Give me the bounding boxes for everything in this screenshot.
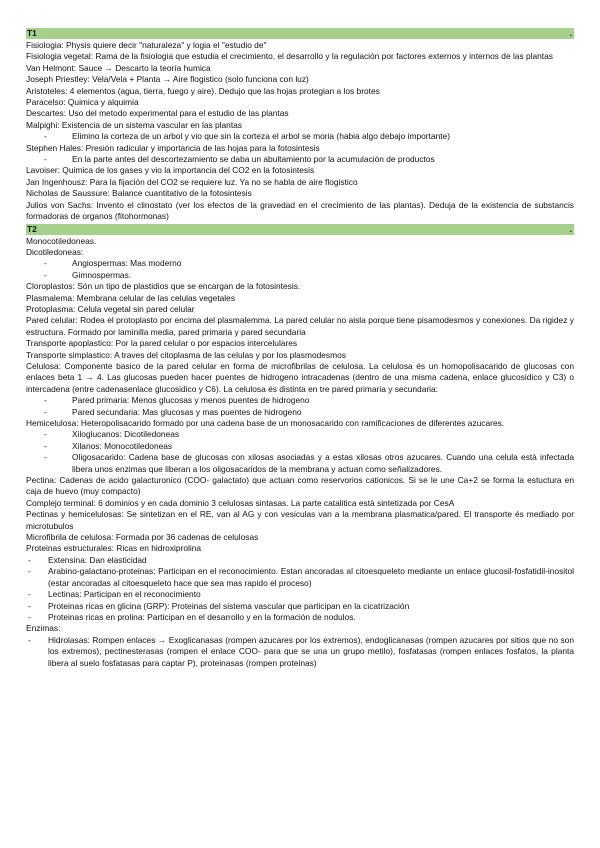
section-heading-t1 xyxy=(26,28,574,39)
section-heading-t2 xyxy=(26,224,574,235)
paragraph: Pectina: Cadenas de acido galacturonico (COO- galactato) que actuan como reservorios cationicos. Si se le une Ca+2 se forma la estuctura en caja de huevo (muy compacto) xyxy=(26,475,574,497)
bullet-item xyxy=(26,395,574,406)
paragraph: Monocotiledoneas. xyxy=(26,235,97,246)
bullet-item xyxy=(26,429,574,440)
bullet-text: Arabino-galactano-proteinas: Participan en el reconocimiento. Estan ancoradas al citoesqueleto mediante un enlace glucosil-fosfatidil-inositol (estar ancoradas al citoesqueleto hace que sea mas rapido el proceso) xyxy=(48,566,574,588)
section-title: T1 xyxy=(27,28,37,38)
dash-bullet-icon: - xyxy=(44,154,47,165)
bullet-item xyxy=(26,566,574,589)
paragraph: Proteinas estructurales: Ricas en hidroxiprolina xyxy=(26,543,202,554)
bullet-text: Pared primaria: Menos glucosas y menos puentes de hidrogeno xyxy=(72,395,310,406)
paragraph: Transporte apoplastico: Por la pared celular o por espacios intercelulares xyxy=(26,338,298,349)
dash-bullet-icon: - xyxy=(44,440,47,451)
dash-bullet-icon: - xyxy=(28,566,31,577)
paragraph: Pared celular: Rodea el protoplasto por encima del plasmalemma. La pared celular no aisla porque tiene pisamodesmos y conexiones. Da rigidez y estructura. Formado por laminilla media, pared primaria y pared secundaria xyxy=(26,315,574,337)
dash-bullet-icon: - xyxy=(28,589,31,600)
bullet-text: Gimnospermas. xyxy=(72,269,132,280)
dash-bullet-icon: - xyxy=(44,395,47,406)
bullet-text: Angiospermas: Mas moderno xyxy=(72,258,182,269)
paragraph: Microfibrila de celulosa: Formada por 36 cadenas de celulosas xyxy=(26,532,259,543)
bullet-item xyxy=(26,131,574,142)
bullet-item xyxy=(26,635,574,669)
bullet-item xyxy=(26,407,574,418)
bullet-item xyxy=(26,601,574,612)
paragraph: Hemicelulosa: Heteropolisacarido formado por una cadena base de un monosacarido con ramificaciones de diferentes azucares. xyxy=(26,418,505,428)
bullet-item xyxy=(26,154,574,165)
paragraph: Protoplasma: Celula vegetal sin pared celular xyxy=(26,303,195,314)
paragraph: Paracelso: Quimica y alquimia xyxy=(26,97,139,108)
bullet-text: Proteinas ricas en glicina (GRP): Proteinas del sistema vascular que participan en la cicatrización xyxy=(48,600,410,611)
dash-bullet-icon: - xyxy=(44,452,47,463)
bullet-text: Xiloglucanos: Dicotiledoneas xyxy=(72,429,180,440)
paragraph: Malpighi: Existencia de un sistema vascular en las plantas xyxy=(26,119,242,130)
bullet-text: Pared secundaria: Mas glucosas y mas puentes de hidrogeno xyxy=(72,406,302,417)
paragraph: Stephen Hales: Presión radicular y importancia de las hojas para la fotosintesis xyxy=(26,142,320,153)
bullet-item xyxy=(26,555,574,566)
bullet-item xyxy=(26,612,574,623)
bullet-item xyxy=(26,452,574,475)
paragraph: Aristoteles: 4 elementos (agua, tierra, fuego y aire). Dedujo que las hojas protegian a los brotes xyxy=(26,85,380,96)
paragraph: Julios von Sachs: Invento el clinostato (ver los efectos de la gravedad en el crecimiento de las plantas). Deduja de la existencia de substancis formadoras de organos (fitohormonas) xyxy=(26,199,574,222)
dash-bullet-icon: - xyxy=(28,600,31,611)
dash-bullet-icon: - xyxy=(44,258,47,269)
dash-bullet-icon: - xyxy=(44,269,47,280)
paragraph: Van Helmont: Sauce → Descarto la teoría humica xyxy=(26,62,211,73)
section-title: T2 xyxy=(27,223,37,234)
dash-bullet-icon: - xyxy=(44,429,47,440)
paragraph: Joseph Priestley: Vela/Vela + Planta → Aire flogistico (solo funciona con luz) xyxy=(26,74,309,85)
paragraph: Complejo terminal: 6 dominios y en cada dominio 3 celulosas sintasas. La parte catalitica està sintetizada por CesA xyxy=(26,497,455,508)
bullet-text: Lectinas: Participan en el reconocimiento xyxy=(48,589,201,600)
bullet-item xyxy=(26,258,574,269)
paragraph: Fisiologia: Physis quiere decir "naturaleza" y logia el "estudio de" xyxy=(26,40,267,50)
bullet-text: Oligosacarido: Cadena base de glucosas con xilosas asociadas y a estas xilosas otros azucares. Cuando una celula està infectada libera unos enzimas que liberan a los oligosacaridos de la membrana y actuan como señalizadores. xyxy=(72,452,574,474)
paragraph: Descartes: Uso del metodo experimental para el estudio de las plantas xyxy=(26,108,289,119)
dash-bullet-icon: - xyxy=(44,406,47,417)
dash-bullet-icon: - xyxy=(28,611,31,622)
bullet-text: Proteinas ricas en prolina: Participan en el desarrollo y en la formación de nodulos. xyxy=(48,611,356,622)
paragraph: Plasmalema: Membrana celular de las celulas vegetales xyxy=(26,292,236,303)
bullet-item xyxy=(26,589,574,600)
bullet-text: Elimino la corteza de un arbol y vio que sin la corteza el arbol se moria (habia algo debajo importante) xyxy=(72,131,451,142)
bullet-text: Xilanos: Monocotiledoneas xyxy=(72,440,173,451)
bullet-item xyxy=(26,441,574,452)
paragraph: Nicholas de Saussure: Balance cuantitativo de la fotosintesis xyxy=(26,188,252,199)
paragraph: Celulosa: Componente basico de la pared celular en forma de microfibrilas de celulosa. La celulosa és un homopolisacarido de glucosas con enlaces beta 1 → 4. Las glucosas pueden hacer puentes de hidrogeno intracadenas (dentro de una misma cadena, enlace glucosidico y C3) o intercadena (entre cadenasenlace glucosidico y C6). La celulosa és distinta en tre pared primaria y secundaria: xyxy=(26,360,574,394)
bullet-text: En la parte antes del descortezamiento se daba un abultamiento por la acumulación de productos xyxy=(72,154,435,165)
dash-bullet-icon: - xyxy=(44,131,47,142)
bullet-text: Extensina: Dan elasticidad xyxy=(48,554,147,565)
dash-bullet-icon: - xyxy=(28,554,31,565)
paragraph: Pectinas y hemicelulosas: Se sintetizan en el RE, van al AG y con vesiculas van a la membrana plasmatica/pared. El transporte és mediado por microtubulos xyxy=(26,509,574,531)
paragraph: Jan Ingenhousz: Para la fijación del CO2 se requiere luz. Ya no se habla de aire flogistico xyxy=(26,176,358,187)
paragraph: Lavoiser: Quimica de los gases y vio la importancia del CO2 en la fotosintesis xyxy=(26,165,315,176)
paragraph: Cloroplastos: Són un tipo de plastidios que se encargan de la fotosintesis. xyxy=(26,281,301,292)
document-page xyxy=(26,27,574,669)
paragraph: Transporte simplastico: A traves del citoplasma de las celulas y por los plasmodesmos xyxy=(26,349,346,360)
section-end-mark: . xyxy=(569,223,572,234)
dash-bullet-icon: - xyxy=(28,634,31,645)
bullet-text: Hidrolasas: Rompen enlaces → Exoglicanasas (rompen azucares por los extremos), endoglicanasas (rompen azucares por sitios que no son los extremos), pectinesterasas (rompen el enlace COO- para que se una un grupo metilo), fosfatasas (rompen enlaces fosfatos, la planta libera al suelo fosfatasas para captar P), proteinasas (rompen proteinas) xyxy=(48,634,574,668)
paragraph: Dicotiledoneas: xyxy=(26,246,84,257)
paragraph: Fisiologia vegetal: Rama de la fisiologia que estudia el crecimiento, el desarrollo y la regulación por factores externos y internos de las plantas xyxy=(26,51,553,62)
bullet-item xyxy=(26,270,574,281)
paragraph: Enzimas: xyxy=(26,623,61,634)
section-end-mark: . xyxy=(569,28,572,38)
